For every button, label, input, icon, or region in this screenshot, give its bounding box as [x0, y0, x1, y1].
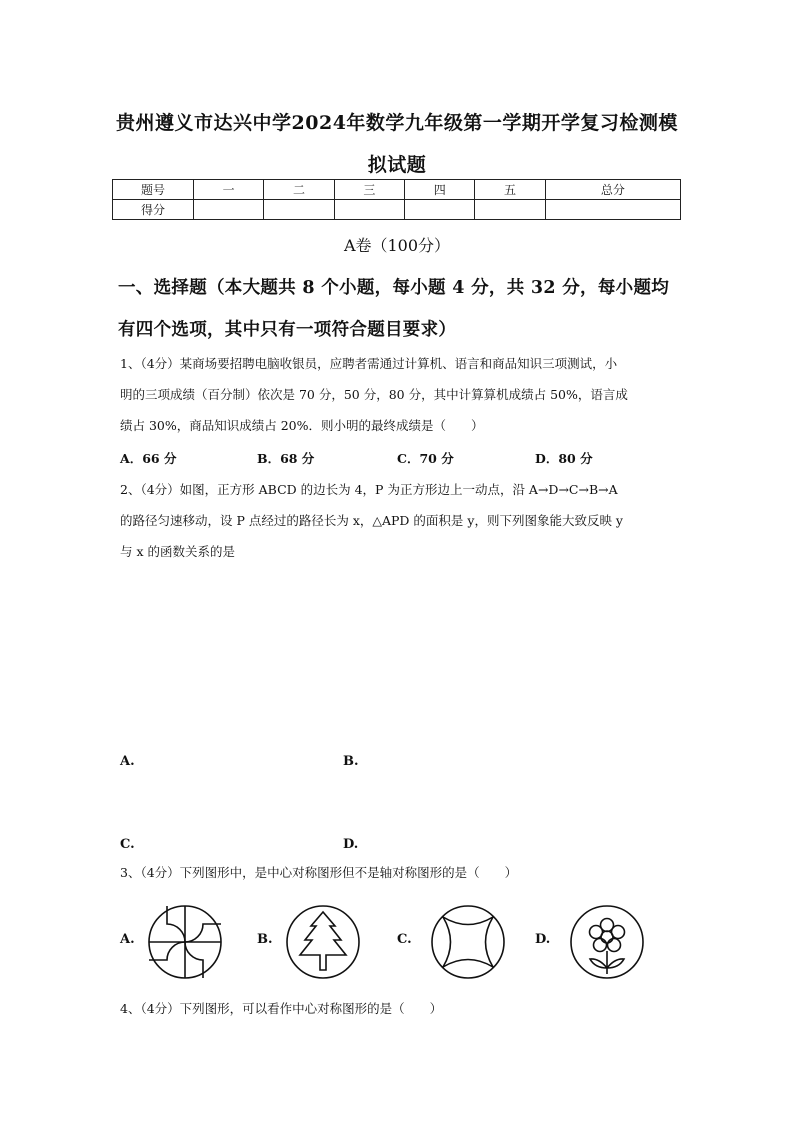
question-3-option-d[interactable]: D. — [535, 932, 551, 947]
section-heading-line1: 一、选择题（本大题共 8 个小题，每小题 4 分，共 32 分，每小题均 — [118, 278, 670, 298]
question-2-option-c[interactable]: C. — [120, 837, 135, 852]
question-2-option-d[interactable]: D. — [343, 837, 359, 852]
score-header-cell: 题号 — [113, 180, 194, 200]
score-table-score-row — [113, 200, 681, 220]
volume-title: A卷（100分） — [343, 236, 451, 255]
question-1-option-c[interactable]: C．70 分 — [397, 451, 454, 466]
question-1-option-a[interactable]: A．66 分 — [120, 451, 177, 466]
question-1-line2: 明的三项成绩（百分制）依次是 70 分，50 分，80 分，其中计算算机成绩占 50%，语言成 — [120, 387, 628, 402]
score-input-cell[interactable] — [405, 200, 475, 220]
score-header-cell: 一 — [194, 180, 264, 200]
question-4-line1: 4、（4分）下列图形，可以看作中心对称图形的是（ ） — [120, 1001, 443, 1016]
score-input-cell[interactable] — [545, 200, 680, 220]
score-header-cell: 四 — [405, 180, 475, 200]
score-header-cell: 总分 — [545, 180, 680, 200]
score-input-cell[interactable] — [475, 200, 545, 220]
question-2-line3: 与 x 的函数关系的是 — [120, 544, 235, 559]
question-3-option-c[interactable]: C. — [397, 932, 412, 947]
question-3-option-b[interactable]: B. — [257, 932, 273, 947]
score-header-cell: 二 — [264, 180, 334, 200]
question-2-line2: 的路径匀速移动，设 P 点经过的路径长为 x，△APD 的面积是 y，则下列图象能大致反映 y — [120, 513, 623, 528]
question-2-line1: 2、（4分）如图，正方形 ABCD 的边长为 4，P 为正方形边上一动点，沿 A→D→C→B→A — [120, 482, 618, 497]
score-input-cell[interactable] — [264, 200, 334, 220]
question-3-line1: 3、（4分）下列图形中，是中心对称图形但不是轴对称图形的是（ ） — [120, 865, 518, 880]
question-1-option-d[interactable]: D．80 分 — [535, 451, 593, 466]
score-header-cell: 五 — [475, 180, 545, 200]
question-3-option-a[interactable]: A. — [120, 932, 135, 947]
score-table-header-row — [113, 180, 681, 200]
score-input-cell[interactable] — [334, 200, 404, 220]
question-1-line3: 绩占 30%，商品知识成绩占 20%．则小明的最终成绩是（ ） — [120, 418, 484, 433]
question-2-option-a[interactable]: A. — [120, 754, 135, 769]
tree-figure — [285, 904, 361, 980]
pinwheel-figure — [147, 904, 223, 980]
question-2-option-b[interactable]: B. — [343, 754, 359, 769]
question-1-option-b[interactable]: B．68 分 — [257, 451, 315, 466]
score-table — [112, 179, 681, 220]
score-input-cell[interactable] — [194, 200, 264, 220]
score-header-cell: 三 — [334, 180, 404, 200]
question-1-line1: 1、（4分）某商场要招聘电脑收银员，应聘者需通过计算机、语言和商品知识三项测试，小 — [120, 356, 618, 371]
page-title-line1: 贵州遵义市达兴中学2024年数学九年级第一学期开学复习检测模 — [116, 112, 678, 134]
flower-figure — [569, 904, 645, 980]
concave-square-figure — [430, 904, 506, 980]
section-heading-line2: 有四个选项，其中只有一项符合题目要求） — [118, 320, 457, 340]
score-row-label: 得分 — [113, 200, 194, 220]
page-title-line2: 拟试题 — [367, 154, 427, 176]
